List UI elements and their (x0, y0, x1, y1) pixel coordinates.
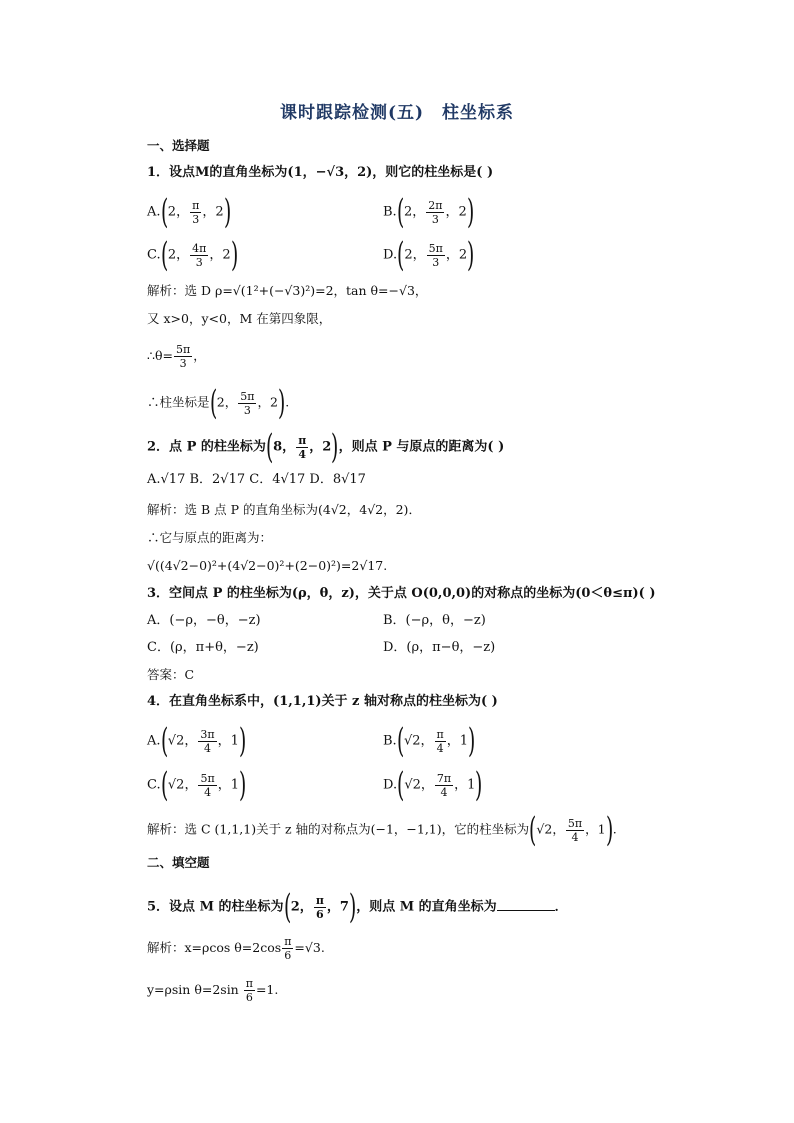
q3-option-b: B．(−ρ，θ，−z) (383, 613, 486, 628)
q3-option-d: D．(ρ，π−θ，−z) (383, 640, 496, 655)
section-fill: 二、填空题 (147, 855, 210, 870)
title-sub: 柱坐标系 (442, 103, 515, 123)
q4-stem: 4．在直角坐标系中，(1,1,1)关于 z 轴对称点的柱坐标为( ) (147, 694, 498, 709)
q2-stem: 2．点 P 的柱坐标为(8， $\frac{\pi}{4}$ ，2)，则点 P 与原点的距离为( ) (147, 427, 505, 467)
q3-answer: 答案：C (147, 667, 195, 682)
q5-answer-blank (497, 898, 555, 911)
q1-solution-1: 解析：选 D ρ=√(1²+(−√3)²)=2，tan θ=−√3， (147, 283, 428, 298)
q1-solution-3: ∴θ= $\frac{5\pi}{3}$ ， (147, 343, 206, 370)
q4-solution: 解析：选 C (1,1,1)关于 z 轴的对称点为(−1，−1,1)，它的柱坐标为(√2， $\frac{5\pi}{4}$ ，1). (147, 810, 617, 850)
section-choice: 一、选择题 (147, 138, 210, 153)
q1-solution-4: ∴柱坐标是(2， $\frac{5\pi}{3}$ ，2). (147, 383, 290, 423)
q1-stem: 1．设点M的直角坐标为(1，−√3，2)，则它的柱坐标是( ) (147, 165, 494, 180)
q4-option-c: C.(√2， $\frac{5\pi}{4}$ ，1) (147, 765, 247, 805)
q3-stem: 3．空间点 P 的柱坐标为(ρ，θ，z)，关于点 O(0,0,0)的对称点的坐标为(0＜θ≤π)( ) (147, 586, 656, 601)
q2-options: A.√17 B．2√17 C．4√17 D．8√17 (147, 472, 366, 487)
title-main: 课时跟踪检测(五) (279, 103, 425, 123)
q4-option-d: D.(√2， $\frac{7\pi}{4}$ ，1) (383, 765, 483, 805)
q1-option-c: C.(2， $\frac{4\pi}{3}$ ，2) (147, 235, 238, 275)
q1-option-a: A.(2， $\frac{\pi}{3}$ ，2) (147, 192, 231, 232)
q2-solution-1: 解析：选 B 点 P 的直角坐标为(4√2，4√2，2)． (147, 502, 421, 517)
q4-option-a: A.(√2， $\frac{3\pi}{4}$ ，1) (147, 721, 247, 761)
q2-solution-3: √((4√2−0)²+(4√2−0)²+(2−0)²)=2√17. (147, 558, 388, 573)
q2-solution-2: ∴它与原点的距离为： (147, 530, 273, 545)
q3-option-c: C．(ρ，π+θ，−z) (147, 640, 259, 655)
q3-option-a: A．(−ρ，−θ，−z) (147, 613, 261, 628)
q5-solution-1: 解析：x=ρcos θ=2cos $\frac{\pi}{6}$ =√3. (147, 935, 325, 962)
q5-stem: 5．设点 M 的柱坐标为(2， $\frac{\pi}{6}$ ，7)，则点 M 的直角坐标为 ． (147, 887, 568, 927)
q1-option-d: D.(2， $\frac{5\pi}{3}$ ，2) (383, 235, 475, 275)
page-title (0, 98, 794, 123)
q1-solution-2: 又 x>0，y<0，M 在第四象限， (147, 311, 332, 326)
q4-option-b: B.(√2， $\frac{\pi}{4}$ ，1) (383, 721, 476, 761)
q1-option-b: B.(2， $\frac{2\pi}{3}$ ，2) (383, 192, 475, 232)
q5-solution-2: y=ρsin θ=2sin $\frac{\pi}{6}$ =1. (147, 977, 279, 1004)
